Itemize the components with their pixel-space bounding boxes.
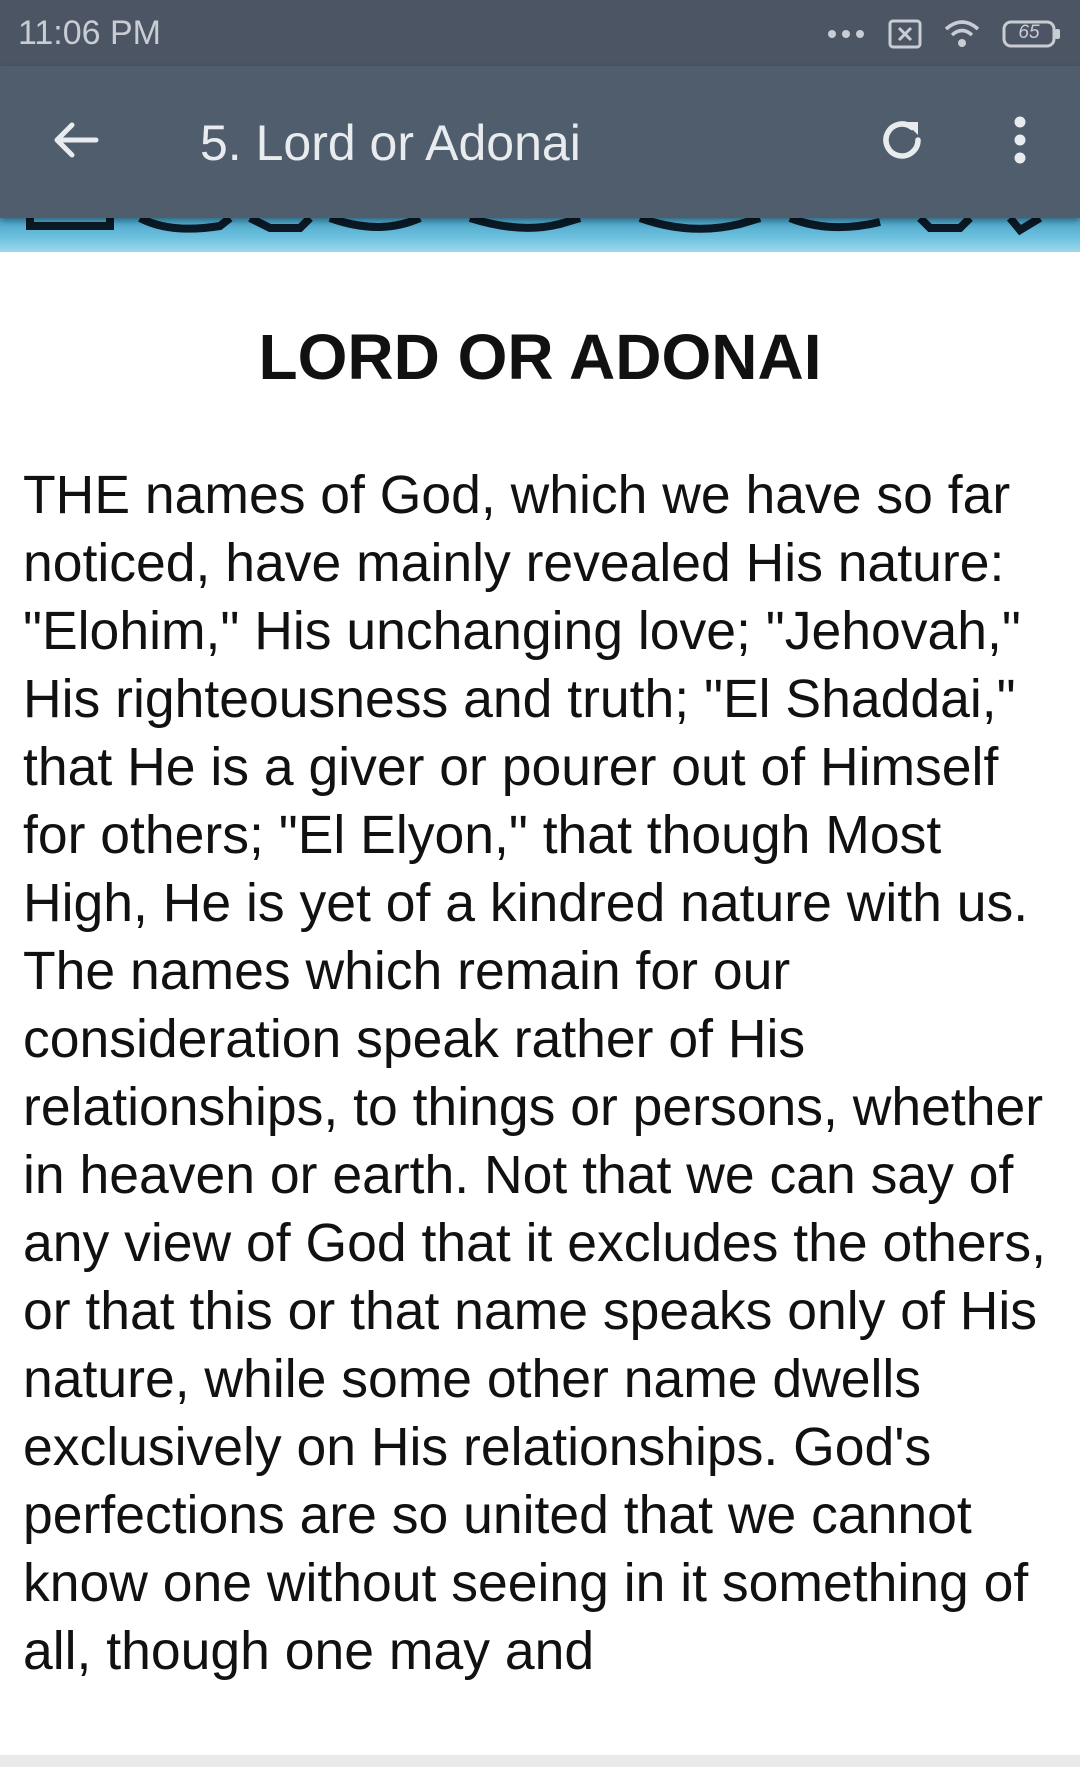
battery-level: 65 bbox=[1018, 22, 1040, 43]
arrow-left-icon bbox=[52, 120, 100, 165]
bottom-edge bbox=[0, 1755, 1080, 1767]
more-dots-icon bbox=[826, 28, 866, 40]
sim-x-icon bbox=[888, 19, 922, 49]
more-options-button[interactable] bbox=[984, 106, 1056, 178]
status-icons bbox=[826, 14, 1062, 54]
page-title: 5. Lord or Adonai bbox=[200, 115, 581, 171]
article-heading: LORD OR ADONAI bbox=[258, 321, 822, 393]
battery-icon bbox=[1002, 19, 1062, 49]
app-bar bbox=[0, 66, 1080, 218]
article-content[interactable] bbox=[0, 252, 1080, 1755]
status-bar bbox=[0, 0, 1080, 66]
refresh-button[interactable] bbox=[866, 106, 938, 178]
article-body: THE names of God, which we have so far noticed, have mainly revealed His nature: "Elohim," His unchanging love; "Jehovah," His righteousness and truth; "El Shaddai," that He is a giver or pourer out of Himself for others; "El Elyon," that though Most High, He is yet of a kindred nature with us. The names which remain for our consideration speak rather of His relationships, to things or persons, whether in heaven or earth. Not that we can say of any view of God that it excludes the others, or that this or that name speaks only of His nature, while some other name dwells exclusively on His relationships. God's perfections are so united that we cannot know one without seeing in it something of all, though one may and bbox=[23, 466, 1047, 1681]
refresh-icon bbox=[878, 116, 926, 169]
header-banner-image bbox=[0, 218, 1080, 252]
wifi-icon bbox=[944, 19, 980, 49]
back-button[interactable] bbox=[40, 106, 112, 178]
status-time: 11:06 PM bbox=[18, 14, 162, 52]
more-vert-icon bbox=[1013, 116, 1027, 169]
